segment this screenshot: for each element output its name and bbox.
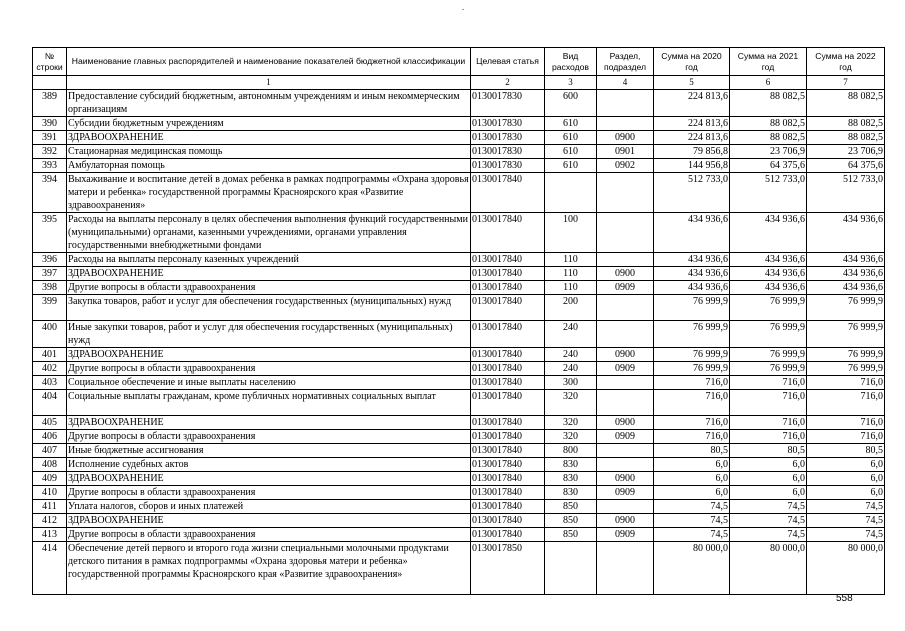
row-sum-2021: 88 082,5 (730, 90, 807, 117)
row-target-article: 0130017850 (471, 542, 545, 595)
row-number: 413 (33, 528, 67, 542)
row-name: Выхаживание и воспитание детей в домах ребенка в рамках подпрограммы «Охрана здоровья матери и ребенка» государственной программы Красноярского края «Развитие здравоохранения» (68, 174, 469, 211)
row-target-article: 0130017830 (471, 159, 545, 173)
table-row (33, 458, 885, 472)
table-row (33, 444, 885, 458)
row-number: 404 (33, 390, 67, 416)
row-target-article: 0130017840 (471, 514, 545, 528)
row-target-article: 0130017840 (471, 416, 545, 430)
row-sum-2020: 76 999,9 (654, 295, 730, 321)
row-sum-2020: 76 999,9 (654, 348, 730, 362)
row-number: 405 (33, 416, 67, 430)
row-sum-2022: 434 936,6 (807, 213, 885, 253)
row-target-article: 0130017840 (471, 213, 545, 253)
row-expense-type: 610 (545, 159, 597, 173)
row-target-article: 0130017840 (471, 500, 545, 514)
row-section (597, 458, 654, 472)
row-sum-2020: 716,0 (654, 390, 730, 416)
row-sum-2021: 716,0 (730, 376, 807, 390)
row-target-article: 0130017840 (471, 444, 545, 458)
row-name: ЗДРАВООХРАНЕНИЕ (67, 348, 471, 362)
table-row (33, 213, 885, 253)
row-expense-type: 110 (545, 253, 597, 267)
row-section (597, 253, 654, 267)
table-row (33, 90, 885, 117)
row-sum-2021: 434 936,6 (730, 267, 807, 281)
row-section: 0901 (597, 145, 654, 159)
row-name: Амбулаторная помощь (67, 159, 471, 173)
header-name: Наименование главных распорядителей и наименование показателей бюджетной классификации (67, 48, 471, 76)
row-sum-2020: 434 936,6 (654, 213, 730, 253)
row-name: Уплата налогов, сборов и иных платежей (67, 500, 471, 514)
row-sum-2020: 74,5 (654, 514, 730, 528)
table-row (33, 145, 885, 159)
row-sum-2022: 64 375,6 (807, 159, 885, 173)
row-name: Иные закупки товаров, работ и услуг для обеспечения государственных (муниципальных) нужд (67, 321, 471, 348)
row-section (597, 90, 654, 117)
row-sum-2022: 88 082,5 (807, 117, 885, 131)
row-name: ЗДРАВООХРАНЕНИЕ (67, 416, 471, 430)
row-section: 0900 (597, 348, 654, 362)
row-name: Предоставление субсидий бюджетным, автономным учреждениям и иным некоммерческим организациям (67, 90, 471, 117)
table-row (33, 542, 885, 595)
row-section: 0902 (597, 159, 654, 173)
row-expense-type: 610 (545, 117, 597, 131)
row-target-article: 0130017840 (471, 376, 545, 390)
row-sum-2022: 74,5 (807, 514, 885, 528)
row-number: 408 (33, 458, 67, 472)
row-section (597, 213, 654, 253)
row-sum-2021: 74,5 (730, 514, 807, 528)
row-number: 403 (33, 376, 67, 390)
row-sum-2021: 80 000,0 (730, 542, 807, 595)
row-sum-2022: 76 999,9 (807, 348, 885, 362)
table-row (33, 173, 885, 213)
row-name: Другие вопросы в области здравоохранения (67, 362, 471, 376)
column-number: 5 (654, 76, 730, 90)
column-number: 2 (471, 76, 545, 90)
row-name: ЗДРАВООХРАНЕНИЕ (67, 267, 471, 281)
row-target-article: 0130017840 (471, 267, 545, 281)
row-sum-2020: 224 813,6 (654, 117, 730, 131)
row-sum-2020: 80,5 (654, 444, 730, 458)
row-expense-type: 100 (545, 213, 597, 253)
row-sum-2020: 80 000,0 (654, 542, 730, 595)
table-row (33, 281, 885, 295)
table-row (33, 528, 885, 542)
row-expense-type: 240 (545, 321, 597, 348)
row-sum-2022: 6,0 (807, 472, 885, 486)
row-section: 0900 (597, 514, 654, 528)
row-sum-2021: 716,0 (730, 416, 807, 430)
row-expense-type (545, 542, 597, 595)
row-expense-type: 320 (545, 390, 597, 416)
header-sum-2020: Сумма на 2020 год (654, 48, 730, 76)
row-target-article: 0130017840 (471, 321, 545, 348)
row-target-article: 0130017830 (471, 145, 545, 159)
row-section: 0909 (597, 362, 654, 376)
row-name: Другие вопросы в области здравоохранения (67, 281, 471, 295)
row-expense-type: 200 (545, 295, 597, 321)
row-sum-2020: 224 813,6 (654, 131, 730, 145)
row-name: Другие вопросы в области здравоохранения (67, 430, 471, 444)
row-sum-2022: 6,0 (807, 458, 885, 472)
column-number-row (33, 76, 885, 90)
row-name: Другие вопросы в области здравоохранения (67, 486, 471, 500)
row-sum-2021: 88 082,5 (730, 131, 807, 145)
row-sum-2020: 76 999,9 (654, 321, 730, 348)
row-expense-type: 830 (545, 486, 597, 500)
row-sum-2022: 716,0 (807, 390, 885, 416)
row-target-article: 0130017830 (471, 131, 545, 145)
row-target-article: 0130017840 (471, 430, 545, 444)
row-sum-2022: 434 936,6 (807, 267, 885, 281)
row-expense-type: 830 (545, 472, 597, 486)
row-target-article: 0130017840 (471, 348, 545, 362)
column-number: 4 (597, 76, 654, 90)
row-target-article: 0130017840 (471, 486, 545, 500)
table-row (33, 362, 885, 376)
table-row (33, 430, 885, 444)
row-number: 412 (33, 514, 67, 528)
row-section (597, 542, 654, 595)
row-number: 411 (33, 500, 67, 514)
row-sum-2022: 512 733,0 (807, 173, 885, 213)
row-number: 396 (33, 253, 67, 267)
row-sum-2020: 6,0 (654, 458, 730, 472)
row-number: 391 (33, 131, 67, 145)
row-sum-2020: 716,0 (654, 430, 730, 444)
row-expense-type: 240 (545, 348, 597, 362)
row-sum-2021: 64 375,6 (730, 159, 807, 173)
row-section (597, 173, 654, 213)
row-sum-2021: 76 999,9 (730, 321, 807, 348)
budget-table (32, 47, 885, 595)
row-sum-2022: 80,5 (807, 444, 885, 458)
column-number: 3 (545, 76, 597, 90)
row-sum-2021: 80,5 (730, 444, 807, 458)
row-sum-2022: 74,5 (807, 500, 885, 514)
row-section (597, 117, 654, 131)
row-section: 0900 (597, 267, 654, 281)
header-target-article: Целевая статья (471, 48, 545, 76)
row-name: ЗДРАВООХРАНЕНИЕ (67, 131, 471, 145)
row-number: 402 (33, 362, 67, 376)
row-sum-2021: 88 082,5 (730, 117, 807, 131)
row-sum-2020: 74,5 (654, 500, 730, 514)
table-row (33, 321, 885, 348)
table-row (33, 416, 885, 430)
row-sum-2020: 434 936,6 (654, 267, 730, 281)
row-expense-type: 600 (545, 90, 597, 117)
row-sum-2020: 74,5 (654, 528, 730, 542)
row-expense-type: 830 (545, 458, 597, 472)
table-row (33, 117, 885, 131)
row-name: ЗДРАВООХРАНЕНИЕ (67, 514, 471, 528)
row-section (597, 500, 654, 514)
page-number: 558 (836, 593, 853, 604)
row-sum-2022: 88 082,5 (807, 90, 885, 117)
row-number: 407 (33, 444, 67, 458)
row-section (597, 321, 654, 348)
row-number: 394 (33, 173, 67, 213)
row-number: 399 (33, 295, 67, 321)
row-expense-type (545, 173, 597, 213)
row-sum-2021: 6,0 (730, 458, 807, 472)
row-number: 400 (33, 321, 67, 348)
row-sum-2022: 23 706,9 (807, 145, 885, 159)
row-sum-2022: 76 999,9 (807, 321, 885, 348)
row-target-article: 0130017840 (471, 472, 545, 486)
column-number: 6 (730, 76, 807, 90)
row-number: 389 (33, 90, 67, 117)
row-sum-2020: 144 956,8 (654, 159, 730, 173)
row-expense-type: 850 (545, 528, 597, 542)
row-sum-2022: 716,0 (807, 430, 885, 444)
header-sum-2022: Сумма на 2022 год (807, 48, 885, 76)
row-target-article: 0130017840 (471, 295, 545, 321)
row-section: 0909 (597, 430, 654, 444)
column-number (33, 76, 67, 90)
row-target-article: 0130017840 (471, 253, 545, 267)
row-expense-type: 300 (545, 376, 597, 390)
row-sum-2021: 434 936,6 (730, 281, 807, 295)
row-sum-2021: 76 999,9 (730, 362, 807, 376)
row-expense-type: 800 (545, 444, 597, 458)
row-number: 392 (33, 145, 67, 159)
row-sum-2020: 224 813,6 (654, 90, 730, 117)
row-name: Исполнение судебных актов (67, 458, 471, 472)
row-sum-2021: 74,5 (730, 500, 807, 514)
row-target-article: 0130017840 (471, 458, 545, 472)
row-expense-type: 320 (545, 430, 597, 444)
row-expense-type: 850 (545, 500, 597, 514)
table-row (33, 348, 885, 362)
row-sum-2022: 80 000,0 (807, 542, 885, 595)
row-name: Расходы на выплаты персоналу казенных учреждений (67, 253, 471, 267)
row-sum-2020: 716,0 (654, 416, 730, 430)
row-sum-2022: 88 082,5 (807, 131, 885, 145)
row-section (597, 376, 654, 390)
row-target-article: 0130017840 (471, 362, 545, 376)
row-sum-2020: 512 733,0 (654, 173, 730, 213)
row-expense-type: 610 (545, 131, 597, 145)
row-sum-2021: 74,5 (730, 528, 807, 542)
row-expense-type: 240 (545, 362, 597, 376)
row-sum-2020: 434 936,6 (654, 253, 730, 267)
row-name: Субсидии бюджетным учреждениям (67, 117, 471, 131)
header-row (33, 48, 885, 76)
table-row (33, 295, 885, 321)
table-row (33, 376, 885, 390)
row-section: 0900 (597, 131, 654, 145)
table-row (33, 514, 885, 528)
row-sum-2020: 434 936,6 (654, 281, 730, 295)
row-section: 0900 (597, 472, 654, 486)
row-sum-2022: 716,0 (807, 416, 885, 430)
row-target-article: 0130017830 (471, 117, 545, 131)
row-number: 398 (33, 281, 67, 295)
row-number: 395 (33, 213, 67, 253)
row-name: ЗДРАВООХРАНЕНИЕ (67, 472, 471, 486)
row-sum-2022: 434 936,6 (807, 253, 885, 267)
row-expense-type: 110 (545, 281, 597, 295)
row-target-article: 0130017840 (471, 281, 545, 295)
row-name: Иные бюджетные ассигнования (67, 444, 471, 458)
table-row (33, 500, 885, 514)
row-section (597, 295, 654, 321)
row-number: 406 (33, 430, 67, 444)
row-name: Обеспечение детей первого и второго года жизни специальными молочными продуктами детского питания в рамках подпрограммы «Охрана здоровья матери и ребенка» государственной программы Красноярского края «Развитие здравоохранения» (67, 542, 471, 595)
row-sum-2020: 79 856,8 (654, 145, 730, 159)
row-number: 397 (33, 267, 67, 281)
header-row-number: № строки (33, 48, 67, 76)
row-section (597, 390, 654, 416)
row-name: Расходы на выплаты персоналу в целях обеспечения выполнения функций государственными (муниципальными) органами, казенными учреждениями, органами управления государственными внебюджетными фондами (67, 213, 471, 253)
row-sum-2022: 76 999,9 (807, 362, 885, 376)
row-target-article: 0130017840 (471, 173, 545, 213)
row-sum-2021: 6,0 (730, 486, 807, 500)
column-number: 1 (67, 76, 471, 90)
row-name: Другие вопросы в области здравоохранения (67, 528, 471, 542)
row-sum-2022: 76 999,9 (807, 295, 885, 321)
table-row (33, 131, 885, 145)
row-sum-2021: 716,0 (730, 430, 807, 444)
row-sum-2022: 716,0 (807, 376, 885, 390)
row-sum-2020: 6,0 (654, 472, 730, 486)
row-number: 409 (33, 472, 67, 486)
row-section: 0909 (597, 528, 654, 542)
row-sum-2022: 6,0 (807, 486, 885, 500)
row-sum-2021: 716,0 (730, 390, 807, 416)
row-number: 414 (33, 542, 67, 595)
header-expense-type: Вид расходов (545, 48, 597, 76)
row-target-article: 0130017840 (471, 528, 545, 542)
row-sum-2021: 6,0 (730, 472, 807, 486)
row-target-article: 0130017830 (471, 90, 545, 117)
row-section: 0900 (597, 416, 654, 430)
table-row (33, 159, 885, 173)
row-sum-2020: 76 999,9 (654, 362, 730, 376)
row-sum-2020: 6,0 (654, 486, 730, 500)
row-expense-type: 110 (545, 267, 597, 281)
row-expense-type: 610 (545, 145, 597, 159)
row-sum-2021: 23 706,9 (730, 145, 807, 159)
row-name: Социальное обеспечение и иные выплаты населению (67, 376, 471, 390)
row-section: 0909 (597, 486, 654, 500)
row-sum-2021: 434 936,6 (730, 253, 807, 267)
header-sum-2021: Сумма на 2021 год (730, 48, 807, 76)
row-number: 393 (33, 159, 67, 173)
row-expense-type: 320 (545, 416, 597, 430)
row-section (597, 444, 654, 458)
column-number: 7 (807, 76, 885, 90)
row-target-article: 0130017840 (471, 390, 545, 416)
scan-speck (462, 9, 464, 10)
row-expense-type: 850 (545, 514, 597, 528)
table-row (33, 253, 885, 267)
table-row (33, 267, 885, 281)
table-row (33, 390, 885, 416)
row-sum-2021: 76 999,9 (730, 348, 807, 362)
row-name: Стационарная медицинская помощь (67, 145, 471, 159)
row-sum-2022: 74,5 (807, 528, 885, 542)
row-name: Социальные выплаты гражданам, кроме публичных нормативных социальных выплат (67, 390, 471, 416)
table-row (33, 472, 885, 486)
row-sum-2021: 76 999,9 (730, 295, 807, 321)
row-number: 401 (33, 348, 67, 362)
row-number: 390 (33, 117, 67, 131)
row-number: 410 (33, 486, 67, 500)
row-section: 0909 (597, 281, 654, 295)
header-section: Раздел, подраздел (597, 48, 654, 76)
table-row (33, 486, 885, 500)
row-sum-2020: 716,0 (654, 376, 730, 390)
row-sum-2021: 512 733,0 (730, 173, 807, 213)
row-name: Закупка товаров, работ и услуг для обеспечения государственных (муниципальных) нужд (67, 295, 471, 321)
row-sum-2022: 434 936,6 (807, 281, 885, 295)
row-sum-2021: 434 936,6 (730, 213, 807, 253)
